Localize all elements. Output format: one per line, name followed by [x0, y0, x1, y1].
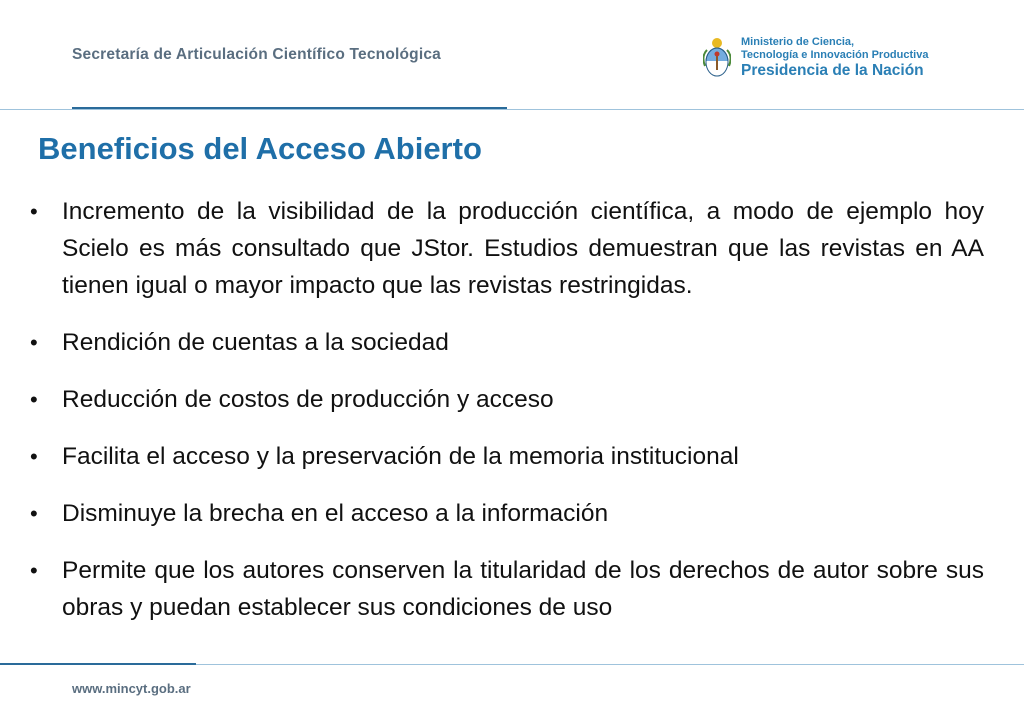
header-accent-line [72, 107, 507, 109]
secretariat-title: Secretaría de Articulación Científico Tecnológica [72, 46, 441, 63]
bullet-item [30, 381, 984, 418]
national-emblem-icon [703, 36, 731, 78]
footer-url: www.mincyt.gob.ar [72, 681, 191, 696]
bullet-text: Facilita el acceso y la preservación de la memoria institucional [62, 443, 739, 470]
bullet-item [30, 552, 984, 626]
bullet-dot: • [30, 387, 38, 412]
bullet-item [30, 324, 984, 361]
bullet-item [30, 438, 984, 475]
bullet-text: Incremento de la visibilidad de la producción científica, a modo de ejemplo hoy Scielo es más consultado que JStor. Estudios demuestran que las revistas en AA tienen igual o mayor impacto que las revistas restringidas. [62, 198, 984, 299]
bullet-text: Disminuye la brecha en el acceso a la información [62, 500, 609, 527]
ministry-logo [703, 36, 928, 80]
bullet-dot: • [30, 444, 38, 469]
bullet-dot: • [30, 558, 38, 583]
ministry-line-1: Ministerio de Ciencia, [741, 36, 855, 48]
bullet-text: Reducción de costos de producción y acceso [62, 386, 554, 413]
bullet-dot: • [30, 330, 38, 355]
ministry-line-3: Presidencia de la Nación [741, 62, 924, 79]
bullet-text: Rendición de cuentas a la sociedad [62, 329, 449, 356]
header-divider [0, 109, 1024, 110]
bullet-item [30, 495, 984, 532]
bullet-list [30, 193, 984, 646]
bullet-dot: • [30, 501, 38, 526]
ministry-line-2: Tecnología e Innovación Productiva [741, 49, 929, 61]
slide-title: Beneficios del Acceso Abierto [38, 131, 482, 166]
bullet-item [30, 193, 984, 304]
bullet-dot: • [30, 199, 38, 224]
bullet-text: Permite que los autores conserven la titularidad de los derechos de autor sobre sus obras y puedan establecer sus condiciones de uso [62, 557, 984, 621]
footer-accent-line [0, 663, 196, 665]
